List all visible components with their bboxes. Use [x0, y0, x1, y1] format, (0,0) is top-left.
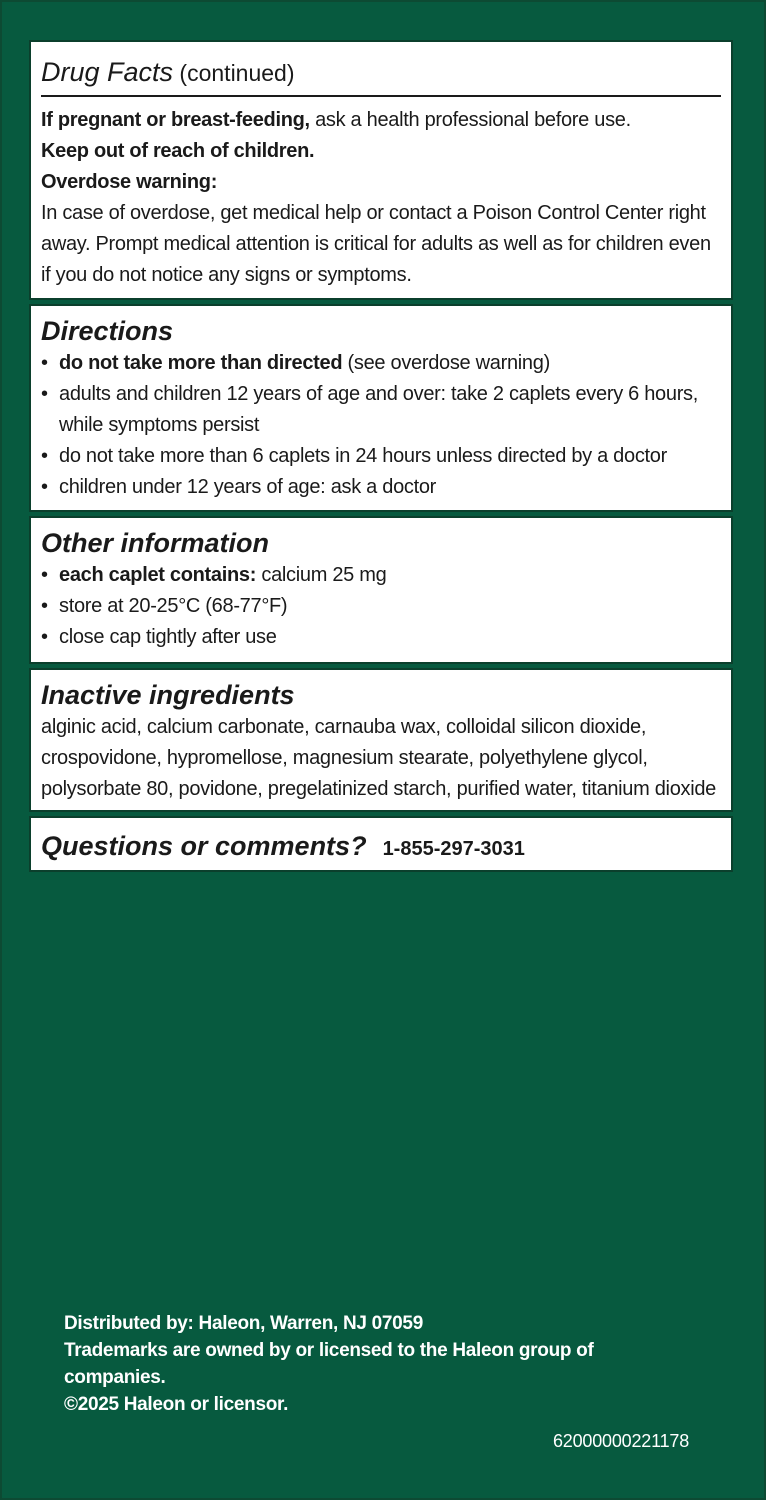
directions-list: [41, 348, 721, 503]
trademark-notice: Trademarks are owned by or licensed to the Haleon group of companies.: [64, 1340, 594, 1388]
directions-panel: [29, 304, 733, 512]
directions-item-text: (see overdose warning): [342, 352, 550, 374]
barcode-number: 62000000221178: [553, 1431, 690, 1451]
drug-facts-title-label: Drug Facts: [41, 57, 174, 87]
directions-title: Directions: [41, 316, 174, 346]
questions-panel: [29, 816, 733, 872]
pregnancy-warning: [41, 105, 721, 136]
other-information-item: [41, 560, 721, 591]
continued-label: (continued): [173, 60, 295, 86]
caplet-contains-bold: each caplet contains:: [59, 564, 257, 586]
directions-item: • adults and children 12 years of age and over: take 2 caplets every 6 hours, while symptoms persist: [41, 379, 721, 441]
inactive-ingredients-title: Inactive ingredients: [41, 680, 295, 710]
distributed-by: Distributed by: Haleon, Warren, NJ 07059: [64, 1313, 423, 1334]
directions-item: [41, 348, 721, 379]
overdose-text: In case of overdose, get medical help or contact a Poison Control Center right away. Prompt medical attention is critical for adults as well as for children even if you do not notice any signs or symptoms.: [41, 202, 711, 286]
pregnancy-warning-bold: If pregnant or breast-feeding,: [41, 109, 310, 131]
directions-item: • children under 12 years of age: ask a doctor: [41, 472, 721, 503]
directions-item: • do not take more than 6 caplets in 24 hours unless directed by a doctor: [41, 441, 721, 472]
other-information-item: • store at 20-25°C (68-77°F): [41, 591, 721, 622]
inactive-ingredients-text: alginic acid, calcium carbonate, carnauba wax, colloidal silicon dioxide, crospovidone, hypromellose, magnesium stearate, polyethylene glycol, polysorbate 80, povidone, pregelatinized starch, purified water, titanium dioxide: [41, 716, 717, 800]
inactive-ingredients-panel: [29, 668, 733, 812]
directions-item-bold: do not take more than directed: [59, 352, 343, 374]
distributor-block: [64, 1310, 624, 1418]
pregnancy-warning-text: ask a health professional before use.: [309, 109, 631, 131]
drug-facts-panel: [29, 40, 733, 300]
other-information-panel: [29, 516, 733, 664]
questions-title: Questions or comments?: [41, 831, 367, 861]
questions-row: [41, 818, 721, 862]
caplet-contains-text: calcium 25 mg: [256, 564, 387, 586]
other-information-title: Other information: [41, 528, 269, 558]
drug-facts-title: [41, 42, 721, 97]
other-information-item: • close cap tightly after use: [41, 622, 721, 653]
copyright-notice: ©2025 Haleon or licensor.: [64, 1394, 289, 1415]
overdose-heading: Overdose warning:: [41, 171, 218, 193]
other-information-list: [41, 560, 721, 653]
questions-phone: 1-855-297-3031: [382, 838, 525, 860]
keep-out-of-reach: Keep out of reach of children.: [41, 140, 315, 162]
